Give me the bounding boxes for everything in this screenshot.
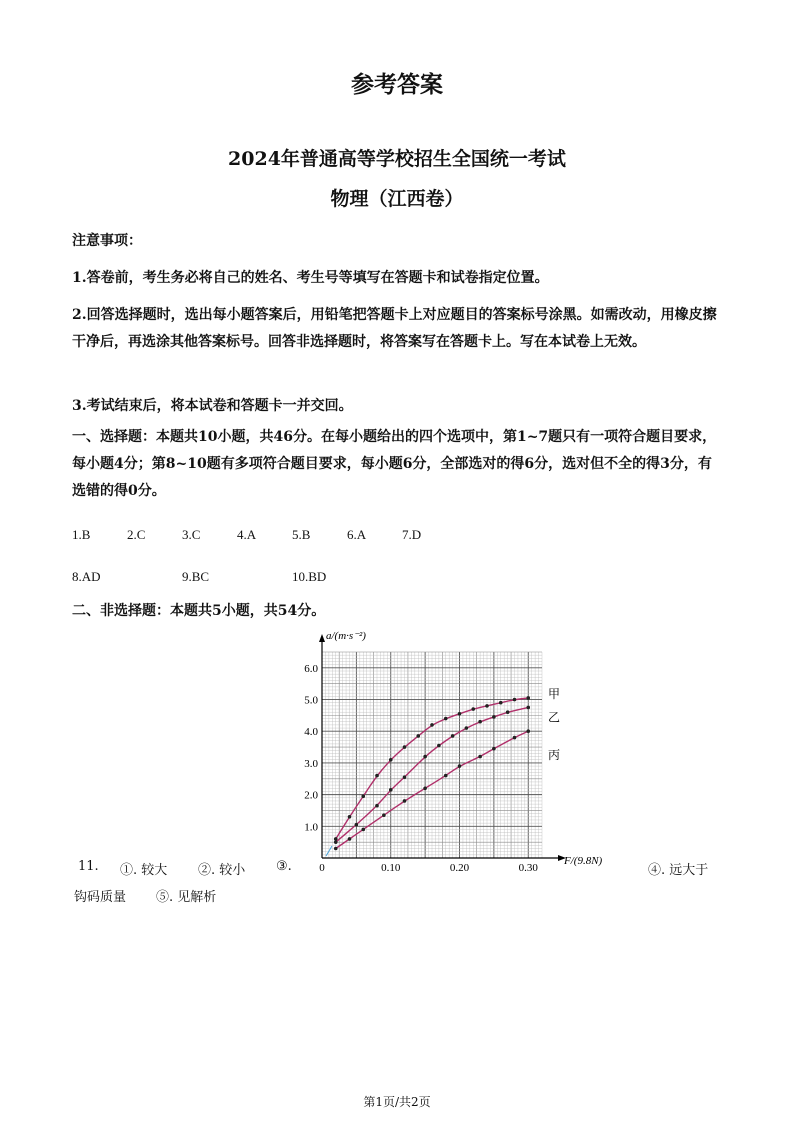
data-point (478, 755, 482, 759)
page-footer: 第1页/共2页 (363, 1095, 431, 1109)
x-tick-label: 0 (319, 862, 325, 874)
data-point (403, 745, 407, 749)
y-tick-label: 3.0 (304, 757, 318, 770)
data-point (506, 710, 510, 714)
q11-number: 11. (78, 859, 99, 874)
data-point (451, 734, 455, 738)
data-point (361, 794, 365, 798)
page-title: 参考答案 (351, 71, 443, 98)
data-point (485, 704, 489, 708)
data-point (437, 744, 441, 748)
series-label-2: 乙 (548, 710, 561, 725)
data-point (348, 837, 352, 841)
q11-answer-4-cont: 钩码质量 (74, 890, 127, 905)
data-point (403, 775, 407, 779)
data-point (499, 701, 503, 705)
answer-6: 6.A (347, 527, 367, 542)
data-point (458, 764, 462, 768)
answer-1: 1.B (72, 527, 91, 542)
data-point (513, 698, 517, 702)
data-point (423, 786, 427, 790)
data-point (465, 726, 469, 730)
section2-heading: 二、非选择题：本题共5小题，共54分。 (72, 603, 326, 619)
y-tick-label: 1.0 (304, 821, 318, 834)
answer-5: 5.B (292, 527, 311, 542)
answer-2: 2.C (127, 527, 146, 542)
data-point (526, 729, 530, 733)
answer-10: 10.BD (292, 569, 327, 584)
answer-8: 8.AD (72, 569, 101, 584)
y-axis-arrow (319, 634, 325, 642)
answer-3: 3.C (182, 527, 201, 542)
series-label-3: 丙 (548, 748, 561, 763)
x-tick-label: 0.20 (449, 862, 470, 874)
notice-item-1: 1.答卷前，考生务必将自己的姓名、考生号等填写在答题卡和试卷指定位置。 (72, 270, 549, 286)
x-tick-label: 0.30 (518, 862, 538, 874)
series-label-1: 甲 (548, 686, 561, 701)
answer-9: 9.BC (182, 569, 210, 584)
data-point (375, 804, 379, 808)
x-axis-label: F/(9.8N) (564, 855, 603, 867)
q11-answer-1: ①. 较大 (120, 863, 168, 878)
data-point (526, 706, 530, 710)
acceleration-force-chart (300, 625, 620, 875)
data-point (430, 723, 434, 727)
data-point (423, 755, 427, 759)
data-point (348, 815, 352, 819)
data-point (389, 788, 393, 792)
y-tick-label: 6.0 (304, 662, 318, 675)
section1-heading: 一、选择题：本题共10小题，共46分。在每小题给出的四个选项中，第1~7题只有一项符合题目要求，每小题4分；第8~10题有多项符合题目要求，每小题6分，全部选对的得6分，选对但不全的得3分，有选错的得0分。 (72, 429, 717, 499)
y-tick-label: 4.0 (304, 726, 318, 739)
q11-answer-5: ⑤. 见解析 (156, 890, 217, 905)
x-tick-label: 0.10 (381, 862, 401, 874)
data-point (403, 799, 407, 803)
notice-heading: 注意事项： (72, 233, 142, 249)
data-point (526, 696, 530, 700)
y-axis-label: a/(m·s⁻²) (326, 630, 366, 642)
data-point (382, 813, 386, 817)
q11-answer-2: ②. 较小 (198, 863, 246, 878)
data-point (334, 840, 338, 844)
data-point (492, 747, 496, 751)
data-point (471, 707, 475, 711)
data-point (513, 736, 517, 740)
answer-7: 7.D (402, 527, 422, 542)
y-tick-label: 5.0 (304, 694, 318, 707)
exam-title: 2024年普通高等学校招生全国统一考试 (228, 148, 566, 170)
data-point (375, 774, 379, 778)
data-point (334, 847, 338, 851)
notice-item-3: 3.考试结束后，将本试卷和答题卡一并交回。 (72, 398, 353, 414)
data-point (458, 712, 462, 716)
data-point (478, 720, 482, 724)
data-point (444, 717, 448, 721)
data-point (492, 715, 496, 719)
q11-answer-3: ③. (276, 859, 292, 874)
data-point (389, 758, 393, 762)
chart-series (334, 687, 560, 850)
data-point (361, 828, 365, 832)
data-point (355, 823, 359, 827)
q11-answer-4: ④. 远大于 (648, 863, 709, 878)
notice-item-2: 2.回答选择题时，选出每小题答案后，用铅笔把答题卡上对应题目的答案标号涂黑。如需改动，用橡皮擦干净后，再选涂其他答案标号。回答非选择题时，将答案写在答题卡上。写在本试卷上无效。 (72, 307, 717, 350)
y-tick-label: 2.0 (304, 789, 318, 802)
chart-grid (322, 652, 542, 858)
data-point (444, 774, 448, 778)
answer-4: 4.A (237, 527, 257, 542)
subject-title: 物理（江西卷） (330, 188, 464, 210)
data-point (416, 734, 420, 738)
